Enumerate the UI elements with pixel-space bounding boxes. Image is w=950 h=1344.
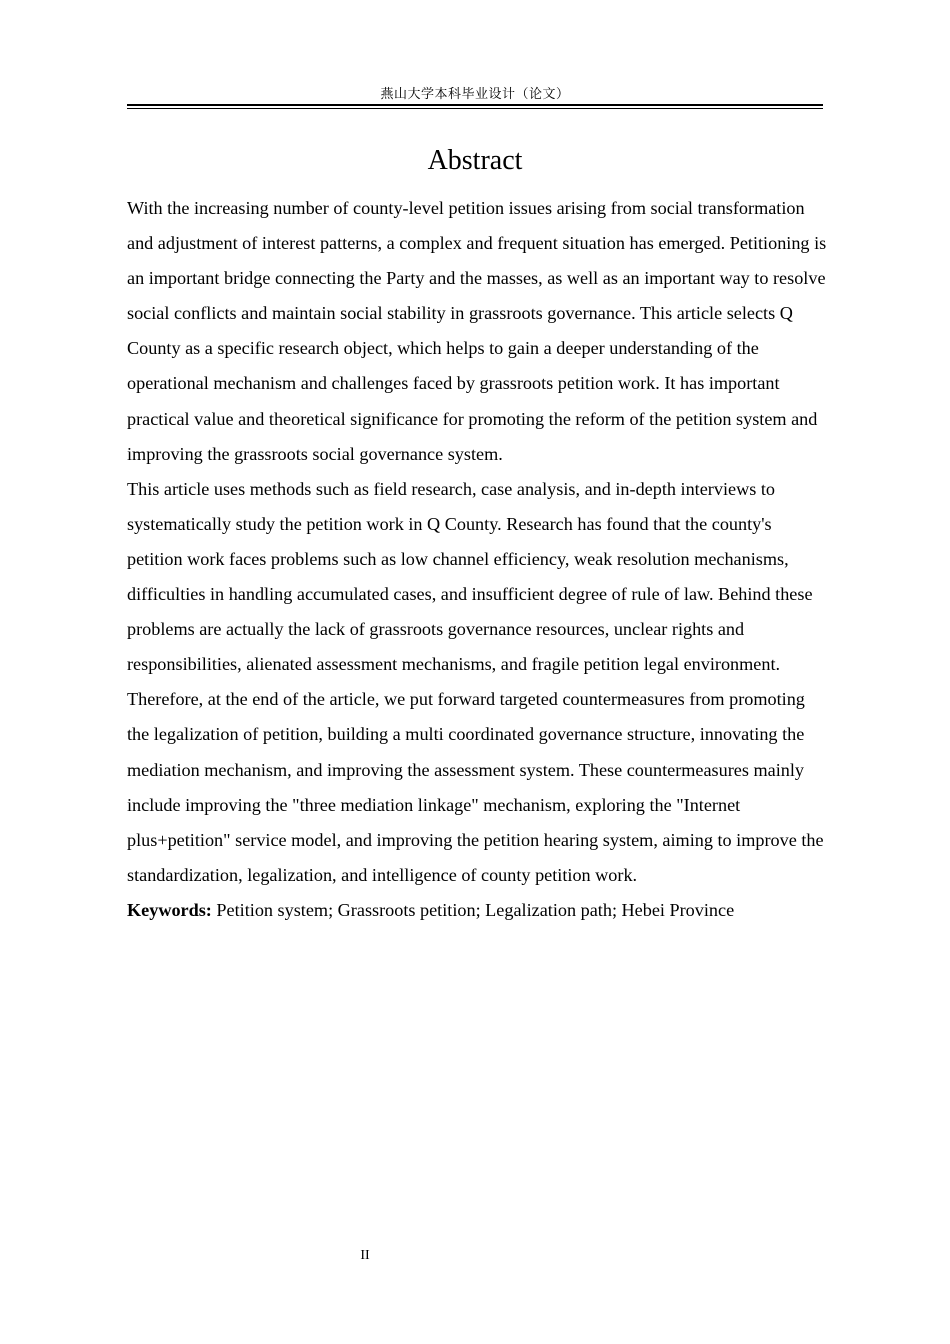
keywords-text: Petition system; Grassroots petition; Legalization path; Hebei Province — [216, 899, 735, 920]
header-rule-thick — [127, 104, 823, 106]
abstract-title: Abstract — [427, 145, 523, 176]
page-header: 燕山大学本科毕业设计（论文） — [380, 87, 570, 102]
header-rule-thin — [127, 108, 823, 109]
keywords-label: Keywords: — [127, 899, 212, 920]
page-number: II — [360, 1248, 370, 1263]
abstract-body — [127, 191, 827, 928]
keywords-line — [127, 893, 827, 928]
abstract-paragraph: With the increasing number of county-level petition issues arising from social transformation and adjustment of interest patterns, a complex and frequent situation has emerged. Petitioning is an important bridge connecting the Party and the masses, as well as an important way to resolve social conflicts and maintain social stability in grassroots governance. This article selects Q County as a specific research object, which helps to gain a deeper understanding of the operational mechanism and challenges faced by grassroots petition work. It has important practical value and theoretical significance for promoting the reform of the petition system and improving the grassroots social governance system. — [127, 198, 827, 464]
abstract-paragraph: This article uses methods such as field research, case analysis, and in-depth interviews to systematically study the petition work in Q County. Research has found that the county's petition work faces problems such as low channel efficiency, weak resolution mechanisms, difficulties in handling accumulated cases, and insufficient degree of rule of law. Behind these problems are actually the lack of grassroots governance resources, unclear rights and responsibilities, alienated assessment mechanisms, and fragile petition legal environment. Therefore, at the end of the article, we put forward targeted countermeasures from promoting the legalization of petition, building a multi coordinated governance structure, innovating the mediation mechanism, and improving the assessment system. These countermeasures mainly include improving the "three mediation linkage" mechanism, exploring the "Internet plus+petition" service model, and improving the petition hearing system, aiming to improve the standardization, legalization, and intelligence of county petition work. — [127, 478, 824, 885]
header-rule — [127, 104, 823, 110]
